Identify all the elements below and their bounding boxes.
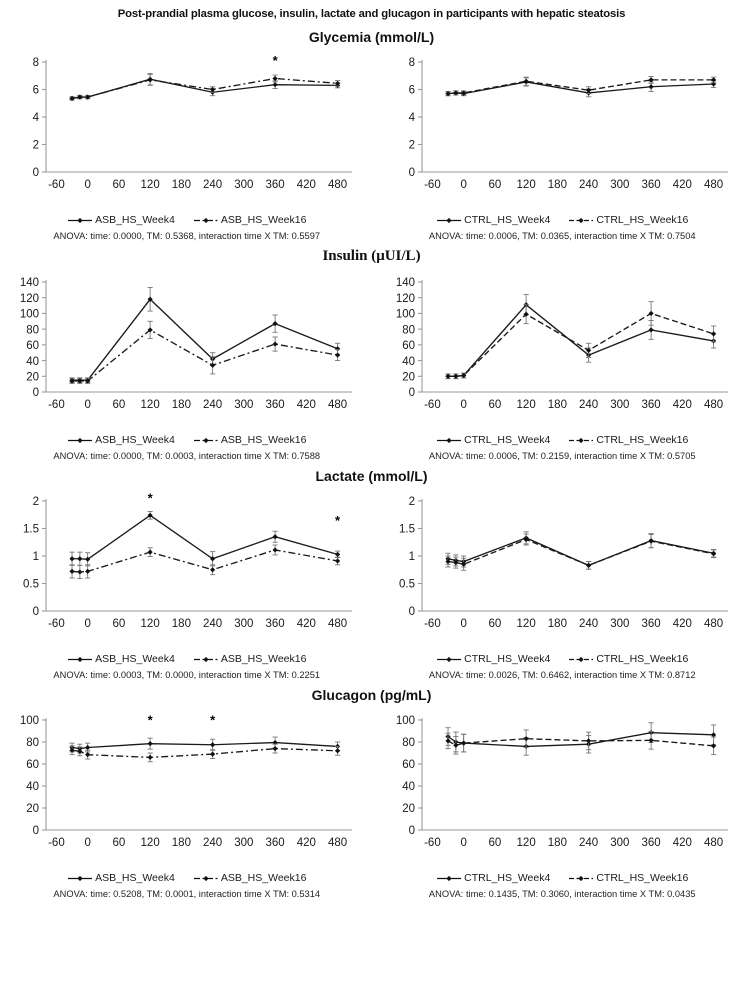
x-tick-label: 360 (265, 399, 285, 411)
chart-cell-glycemia-ctrl (368, 48, 743, 241)
y-tick-label: 40 (401, 781, 415, 794)
y-tick-label: 2 (408, 496, 415, 509)
data-point (445, 374, 450, 379)
x-tick-label: 120 (140, 179, 160, 191)
y-tick-label: 20 (26, 371, 39, 384)
panel-title-glycemia: Glycemia (mmol/L) (308, 29, 435, 45)
data-point (648, 327, 653, 332)
x-tick-label: 60 (112, 399, 126, 411)
anova-text-glucagon-asb: ANOVA: time: 0.5208, TM: 0.0001, interaction time X TM: 0.5314 (53, 889, 321, 899)
x-tick-label: 300 (609, 618, 629, 630)
legend-line-solid (67, 215, 93, 226)
y-tick-label: 4 (32, 112, 39, 125)
y-tick-label: 120 (19, 292, 39, 305)
x-tick-label: 240 (203, 837, 223, 849)
y-tick-label: 100 (19, 308, 39, 321)
y-tick-label: 0.5 (23, 578, 39, 591)
y-tick-label: 100 (19, 715, 39, 728)
series-line-ASB_HS_Week16 (72, 79, 338, 99)
panel-title-insulin: Insulin (μUI/L) (322, 248, 421, 264)
x-tick-label: 360 (641, 837, 661, 849)
legend-item-ASB_HS_Week4[interactable] (67, 872, 175, 884)
y-tick-label: 40 (26, 781, 39, 794)
x-tick-label: 300 (609, 837, 629, 849)
legend-line-dashed (568, 873, 594, 884)
x-tick-label: 420 (296, 179, 316, 191)
legend-glucagon-ctrl (382, 872, 743, 884)
legend-item-CTRL_HS_Week16[interactable] (568, 653, 688, 665)
x-tick-label: 420 (296, 399, 316, 411)
data-point (85, 745, 90, 750)
anova-text-insulin-ctrl: ANOVA: time: 0.0006, TM: 0.2159, interaction time X TM: 0.5705 (428, 451, 696, 461)
x-tick-label: 120 (140, 618, 160, 630)
data-point (586, 738, 591, 743)
chart-cell-lactate-asb (0, 487, 368, 680)
y-tick-label: 140 (395, 277, 415, 290)
legend-line-solid (67, 654, 93, 665)
x-tick-label: 480 (327, 837, 348, 849)
x-tick-label: 180 (547, 179, 567, 191)
x-tick-label: 360 (641, 179, 661, 191)
legend-label: CTRL_HS_Week16 (596, 214, 689, 226)
x-tick-label: -60 (423, 618, 441, 630)
x-tick-label: 240 (203, 618, 223, 630)
y-tick-label: 1.5 (23, 523, 39, 536)
legend-line-dashdot (193, 873, 219, 884)
x-tick-label: 180 (171, 399, 191, 411)
x-tick-label: -60 (423, 399, 441, 411)
legend-line-dashed (568, 435, 594, 446)
series-line-ASB_HS_Week4 (72, 299, 338, 380)
y-tick-label: 20 (401, 371, 415, 384)
legend-label: ASB_HS_Week4 (95, 653, 175, 665)
x-tick-label: -60 (48, 837, 65, 849)
legend-line-dashdot (193, 215, 219, 226)
anova-text-glucagon-ctrl: ANOVA: time: 0.1435, TM: 0.3060, interaction time X TM: 0.0435 (428, 889, 696, 899)
data-point (335, 552, 340, 557)
x-tick-label: 420 (672, 837, 692, 849)
y-tick-label: 100 (395, 308, 415, 321)
data-point (453, 743, 458, 748)
anova-text-glycemia-ctrl: ANOVA: time: 0.0006, TM: 0.0365, interaction time X TM: 0.7504 (428, 231, 696, 241)
legend-item-ASB_HS_Week16[interactable] (193, 872, 307, 884)
x-tick-label: 0 (459, 837, 467, 849)
series-line-ASB_HS_Week16 (72, 749, 338, 758)
y-tick-label: 140 (19, 277, 39, 290)
panel-title-lactate: Lactate (mmol/L) (315, 468, 428, 484)
x-tick-label: 240 (203, 179, 223, 191)
x-tick-label: 0 (84, 399, 91, 411)
data-point (523, 79, 528, 84)
data-point (648, 84, 653, 89)
x-tick-label: -60 (423, 837, 441, 849)
data-point (461, 741, 466, 746)
data-point (710, 743, 715, 748)
significance-star: * (210, 712, 216, 728)
panel-glycemia (0, 30, 743, 241)
anova-text-lactate-ctrl: ANOVA: time: 0.0026, TM: 0.6462, interaction time X TM: 0.8712 (428, 670, 696, 680)
significance-star: * (272, 52, 278, 68)
y-tick-label: 0 (32, 167, 39, 180)
panel-lactate (0, 469, 743, 680)
x-tick-label: 120 (516, 618, 536, 630)
data-point (85, 752, 90, 757)
legend-label: CTRL_HS_Week4 (464, 872, 551, 884)
legend-item-CTRL_HS_Week16[interactable] (568, 214, 688, 226)
data-point (586, 563, 591, 568)
series-line-CTRL_HS_Week4 (448, 733, 714, 747)
y-tick-label: 120 (395, 292, 415, 305)
y-tick-label: 4 (408, 112, 415, 125)
x-tick-label: 480 (703, 618, 723, 630)
y-tick-label: 100 (395, 715, 415, 728)
legend-label: CTRL_HS_Week4 (464, 214, 551, 226)
x-tick-label: 420 (672, 618, 692, 630)
y-tick-label: 80 (26, 324, 39, 337)
y-tick-label: 60 (26, 759, 39, 772)
data-point (335, 748, 340, 753)
data-point (335, 352, 340, 357)
x-tick-label: 300 (234, 399, 254, 411)
legend-label: CTRL_HS_Week16 (596, 872, 689, 884)
anova-text-glycemia-asb: ANOVA: time: 0.0000, TM: 0.5368, interaction time X TM: 0.5597 (53, 231, 321, 241)
legend-line-dashed (568, 654, 594, 665)
legend-label: ASB_HS_Week16 (220, 434, 307, 446)
legend-line-dashdot (193, 654, 219, 665)
x-tick-label: 480 (703, 179, 723, 191)
legend-label: ASB_HS_Week16 (220, 872, 307, 884)
x-tick-label: 0 (84, 618, 91, 630)
y-tick-label: 60 (401, 759, 415, 772)
legend-lactate-asb (6, 653, 368, 665)
data-point (273, 547, 278, 552)
data-point (85, 569, 90, 574)
significance-star: * (147, 490, 153, 506)
x-tick-label: 60 (112, 179, 126, 191)
x-tick-label: 0 (459, 399, 467, 411)
anova-text-lactate-asb: ANOVA: time: 0.0003, TM: 0.0000, interaction time X TM: 0.2251 (53, 670, 321, 680)
x-tick-label: 120 (140, 399, 160, 411)
y-tick-label: 2 (32, 496, 39, 509)
x-tick-label: 300 (234, 179, 254, 191)
legend-line-solid (436, 215, 462, 226)
y-tick-label: 0 (32, 606, 39, 619)
y-tick-label: 0.5 (398, 578, 415, 591)
data-point (453, 374, 458, 379)
legend-insulin-asb (6, 434, 368, 446)
legend-item-ASB_HS_Week16[interactable] (193, 653, 307, 665)
x-tick-label: 360 (265, 618, 285, 630)
x-tick-label: 180 (171, 837, 191, 849)
x-tick-label: 60 (112, 837, 126, 849)
x-tick-label: 0 (84, 179, 91, 191)
x-tick-label: 240 (578, 618, 598, 630)
data-point (710, 77, 715, 82)
chart-cell-insulin-asb (0, 268, 368, 461)
x-tick-label: 120 (516, 179, 536, 191)
data-point (461, 562, 466, 567)
y-tick-label: 1 (32, 551, 39, 564)
y-tick-label: 60 (401, 340, 415, 353)
x-tick-label: 300 (234, 837, 254, 849)
chart-cell-insulin-ctrl (368, 268, 743, 461)
legend-line-solid (436, 435, 462, 446)
x-tick-label: 420 (296, 837, 316, 849)
x-tick-label: 180 (171, 618, 191, 630)
data-point (210, 567, 215, 572)
y-tick-label: 0 (408, 167, 415, 180)
y-tick-label: 80 (401, 737, 415, 750)
data-point (148, 755, 153, 760)
legend-label: CTRL_HS_Week16 (596, 653, 689, 665)
figure-title: Post-prandial plasma glucose, insulin, lactate and glucagon in participants with hepatic steatosis (117, 8, 626, 20)
y-tick-label: 80 (401, 324, 415, 337)
x-tick-label: 360 (265, 837, 285, 849)
legend-item-ASB_HS_Week16[interactable] (193, 434, 307, 446)
x-tick-label: -60 (48, 399, 65, 411)
legend-glycemia-ctrl (382, 214, 743, 226)
legend-line-dashdot (193, 435, 219, 446)
x-tick-label: 120 (516, 837, 536, 849)
chart-cell-glycemia-asb (0, 48, 368, 241)
x-tick-label: 180 (171, 179, 191, 191)
x-tick-label: 480 (703, 399, 723, 411)
legend-item-CTRL_HS_Week16[interactable] (568, 872, 688, 884)
legend-item-ASB_HS_Week4[interactable] (67, 214, 175, 226)
legend-item-CTRL_HS_Week16[interactable] (568, 434, 688, 446)
x-tick-label: 360 (641, 618, 661, 630)
y-tick-label: 60 (26, 340, 39, 353)
data-point (273, 746, 278, 751)
x-tick-label: 180 (547, 837, 567, 849)
y-tick-label: 20 (26, 803, 39, 816)
chart-cell-lactate-ctrl (368, 487, 743, 680)
legend-label: CTRL_HS_Week4 (464, 434, 551, 446)
y-tick-label: 40 (26, 355, 39, 368)
x-tick-label: 300 (234, 618, 254, 630)
x-tick-label: 60 (487, 618, 501, 630)
chart-glycemia-ctrl (382, 48, 734, 216)
chart-cell-glucagon-asb (0, 706, 368, 899)
data-point (710, 331, 715, 336)
chart-glucagon-ctrl (382, 706, 734, 874)
data-point (148, 741, 153, 746)
series-line-CTRL_HS_Week4 (448, 538, 714, 566)
x-tick-label: 240 (578, 179, 598, 191)
data-point (273, 76, 278, 81)
legend-item-CTRL_HS_Week4[interactable] (436, 872, 550, 884)
x-tick-label: 0 (459, 179, 467, 191)
x-tick-label: 60 (487, 179, 501, 191)
legend-line-solid (67, 873, 93, 884)
significance-star: * (147, 712, 153, 728)
chart-glucagon-asb (6, 706, 358, 874)
data-point (335, 558, 340, 563)
legend-label: ASB_HS_Week4 (95, 434, 175, 446)
x-tick-label: 0 (84, 837, 91, 849)
series-line-CTRL_HS_Week16 (448, 313, 714, 376)
x-tick-label: 420 (296, 618, 316, 630)
x-tick-label: 120 (516, 399, 536, 411)
y-tick-label: 8 (408, 57, 415, 70)
data-point (273, 341, 278, 346)
data-point (273, 82, 278, 87)
data-point (210, 752, 215, 757)
legend-label: CTRL_HS_Week16 (596, 434, 689, 446)
x-tick-label: 60 (112, 618, 126, 630)
significance-star: * (335, 513, 341, 529)
chart-glycemia-asb (6, 48, 358, 216)
x-tick-label: 60 (487, 837, 501, 849)
chart-lactate-asb (6, 487, 358, 655)
y-tick-label: 0 (408, 606, 415, 619)
x-tick-label: -60 (48, 179, 65, 191)
x-tick-label: 300 (609, 399, 629, 411)
panel-title-glucagon: Glucagon (pg/mL) (311, 687, 432, 703)
x-tick-label: 480 (327, 399, 348, 411)
y-tick-label: 2 (32, 139, 39, 152)
data-point (445, 738, 450, 743)
x-tick-label: 180 (547, 618, 567, 630)
y-tick-label: 40 (401, 355, 415, 368)
data-point (210, 363, 215, 368)
x-tick-label: 240 (578, 837, 598, 849)
legend-line-solid (67, 435, 93, 446)
y-tick-label: 1.5 (398, 523, 415, 536)
legend-label: CTRL_HS_Week4 (464, 653, 551, 665)
data-point (148, 77, 153, 82)
panel-glucagon (0, 688, 743, 899)
legend-insulin-ctrl (382, 434, 743, 446)
legend-item-CTRL_HS_Week4[interactable] (436, 653, 550, 665)
x-tick-label: 420 (672, 179, 692, 191)
data-point (710, 551, 715, 556)
y-tick-label: 80 (26, 737, 39, 750)
x-tick-label: -60 (48, 618, 65, 630)
chart-lactate-ctrl (382, 487, 734, 655)
series-line-ASB_HS_Week4 (72, 515, 338, 559)
y-tick-label: 0 (408, 825, 415, 838)
x-tick-label: 480 (703, 837, 723, 849)
legend-line-dashed (568, 215, 594, 226)
legend-glycemia-asb (6, 214, 368, 226)
panel-insulin (0, 249, 743, 461)
x-tick-label: 60 (487, 399, 501, 411)
y-tick-label: 2 (408, 139, 415, 152)
x-tick-label: 360 (641, 399, 661, 411)
legend-item-ASB_HS_Week4[interactable] (67, 653, 175, 665)
x-tick-label: 300 (609, 179, 629, 191)
legend-label: ASB_HS_Week4 (95, 872, 175, 884)
y-tick-label: 6 (408, 84, 415, 97)
x-tick-label: 420 (672, 399, 692, 411)
data-point (210, 742, 215, 747)
chart-cell-glucagon-ctrl (368, 706, 743, 899)
y-tick-label: 20 (401, 803, 415, 816)
x-tick-label: -60 (423, 179, 441, 191)
data-point (77, 556, 82, 561)
panels-container (0, 30, 743, 899)
chart-insulin-asb (6, 268, 358, 436)
x-tick-label: 360 (265, 179, 285, 191)
y-tick-label: 8 (32, 57, 39, 70)
x-tick-label: 180 (547, 399, 567, 411)
data-point (69, 569, 74, 574)
series-line-ASB_HS_Week4 (72, 743, 338, 749)
x-tick-label: 120 (140, 837, 160, 849)
x-tick-label: 240 (203, 399, 223, 411)
anova-text-insulin-asb: ANOVA: time: 0.0000, TM: 0.0003, interaction time X TM: 0.7588 (53, 451, 321, 461)
legend-item-ASB_HS_Week4[interactable] (67, 434, 175, 446)
data-point (523, 736, 528, 741)
x-tick-label: 480 (327, 618, 348, 630)
legend-line-solid (436, 873, 462, 884)
series-line-CTRL_HS_Week4 (448, 305, 714, 377)
series-line-ASB_HS_Week16 (72, 330, 338, 381)
data-point (273, 321, 278, 326)
legend-glucagon-asb (6, 872, 368, 884)
legend-label: ASB_HS_Week4 (95, 214, 175, 226)
legend-item-CTRL_HS_Week4[interactable] (436, 434, 550, 446)
y-tick-label: 0 (32, 387, 39, 400)
legend-label: ASB_HS_Week16 (220, 214, 307, 226)
data-point (77, 569, 82, 574)
legend-item-CTRL_HS_Week4[interactable] (436, 214, 550, 226)
x-tick-label: 0 (459, 618, 467, 630)
y-tick-label: 6 (32, 84, 39, 97)
chart-insulin-ctrl (382, 268, 734, 436)
legend-label: ASB_HS_Week16 (220, 653, 307, 665)
data-point (148, 550, 153, 555)
data-point (648, 539, 653, 544)
x-tick-label: 240 (578, 399, 598, 411)
data-point (69, 556, 74, 561)
data-point (273, 534, 278, 539)
y-tick-label: 0 (32, 825, 39, 838)
x-tick-label: 480 (327, 179, 348, 191)
y-tick-label: 1 (408, 551, 415, 564)
legend-item-ASB_HS_Week16[interactable] (193, 214, 307, 226)
y-tick-label: 0 (408, 387, 415, 400)
legend-line-solid (436, 654, 462, 665)
legend-lactate-ctrl (382, 653, 743, 665)
